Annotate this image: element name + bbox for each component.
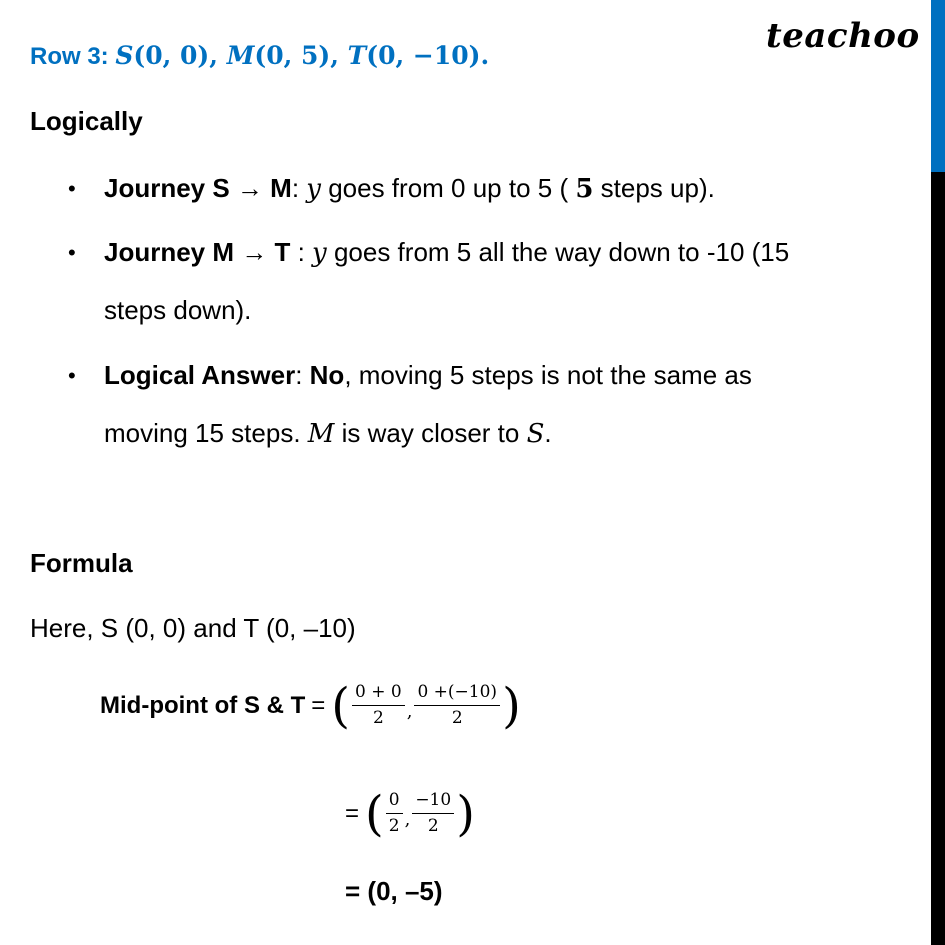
sidebar-dark-bar (931, 172, 945, 945)
bullet-dot-icon: • (68, 176, 76, 201)
bullet-label: Journey S → M (104, 173, 292, 203)
midpoint-formula (100, 678, 521, 734)
point-s-coords: (0, 0) (133, 41, 210, 70)
answer-no: No (309, 360, 345, 390)
title-suffix: . (480, 41, 490, 70)
text: , moving 5 steps is not the same as (344, 360, 752, 390)
text: : (290, 237, 313, 267)
y-fraction (412, 791, 454, 836)
text: is way closer to (334, 418, 527, 448)
bullet-label: Logical Answer (104, 360, 296, 390)
point-m-coords: (0, 5) (254, 41, 331, 70)
text: goes from 0 up to 5 ( (320, 173, 576, 203)
bullet-logical-answer (104, 360, 752, 391)
var-s: S (526, 419, 545, 449)
midpoint-result: = (0, –5) (345, 876, 443, 906)
numerator: 0 (386, 791, 403, 814)
open-paren: ( (365, 786, 384, 842)
var-y: y (306, 174, 321, 204)
var-y: y (312, 238, 327, 268)
x-fraction (352, 683, 405, 728)
comma: , (404, 808, 411, 830)
bullet-dot-icon: • (68, 240, 76, 265)
y-fraction (414, 683, 500, 728)
text: goes from 5 all the way down to -10 (15 (326, 237, 790, 267)
denominator: 2 (427, 816, 439, 836)
denominator: 2 (388, 816, 400, 836)
sidebar-accent-bar (931, 0, 945, 172)
denominator: 2 (451, 708, 463, 728)
text: moving 15 steps. (104, 418, 308, 448)
point-t-name: T (347, 41, 367, 70)
equals-sign: = (345, 800, 360, 827)
text: : (291, 173, 307, 203)
title-prefix: Row 3: (30, 43, 116, 70)
text: steps up). (593, 173, 715, 203)
page-title (30, 41, 489, 71)
bullet-logical-answer-cont (104, 418, 552, 449)
open-paren: ( (331, 678, 351, 734)
given-points: Here, S (0, 0) and T (0, –10) (30, 613, 356, 643)
close-paren: ) (502, 678, 521, 734)
bullet-journey-s-m (104, 173, 715, 204)
denominator: 2 (372, 708, 384, 728)
numerator: 0 +(−10) (414, 683, 500, 706)
point-s-name: S (115, 41, 134, 70)
x-fraction (386, 791, 403, 836)
bullet-journey-m-t-cont: steps down). (104, 295, 252, 325)
separator: , (209, 41, 227, 70)
midpoint-label: Mid-point of S & T (100, 692, 306, 719)
formula-heading: Formula (30, 548, 133, 578)
var-m: M (307, 419, 335, 449)
midpoint-step2 (345, 786, 475, 842)
comma: , (406, 700, 413, 722)
numerator: −10 (412, 791, 454, 814)
text: : (295, 360, 310, 390)
separator: , (330, 41, 348, 70)
numerator: 0 + 0 (352, 683, 405, 706)
equals-sign: = (311, 692, 326, 719)
close-paren: ) (456, 786, 475, 842)
text: . (544, 418, 552, 448)
point-t-coords: (0, −10) (366, 41, 481, 70)
bullet-dot-icon: • (68, 363, 76, 388)
teachoo-logo: teachoo (766, 16, 920, 56)
bold-number: 5 (575, 174, 594, 204)
bullet-label: Journey M → T (104, 237, 291, 267)
logically-heading: Logically (30, 106, 143, 136)
point-m-name: M (226, 41, 255, 70)
bullet-journey-m-t (104, 237, 789, 268)
